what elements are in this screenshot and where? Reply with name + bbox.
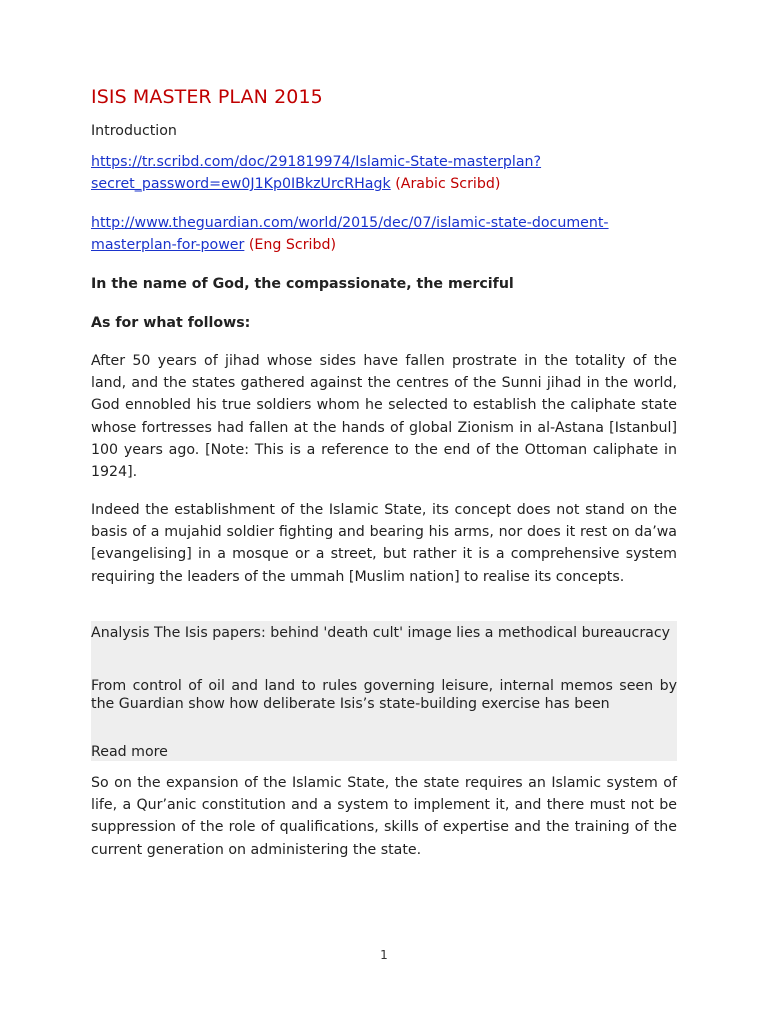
- read-more-link[interactable]: Read more: [91, 744, 168, 760]
- paragraph-expansion: So on the expansion of the Islamic State, the state requires an Islamic system of life, a Qur’anic constitution and a system to implement it, and there must not be suppression of the role of qualifications, skills of expertise and the training of the current generation on administering the state.: [91, 775, 677, 858]
- invocation-heading: In the name of God, the compassionate, the merciful: [91, 276, 514, 292]
- intro-label: Introduction: [91, 123, 177, 139]
- guardian-link-line1[interactable]: http://www.theguardian.com/world/2015/dec/07/islamic-state-document-: [91, 215, 609, 231]
- page-number: 1: [380, 948, 388, 962]
- analysis-summary: From control of oil and land to rules governing leisure, internal memos seen by the Guardian show how deliberate Isis’s state-building exercise has been: [91, 678, 677, 712]
- paragraph-establishment: Indeed the establishment of the Islamic State, its concept does not stand on the basis of a mujahid soldier fighting and bearing his arms, nor does it rest on da’wa [evangelising] in a mosque or a street, but rather it is a comprehensive system requiring the leaders of the ummah [Muslim nation] to realise its concepts.: [91, 502, 677, 585]
- link-block-arabic: [91, 151, 677, 195]
- scribd-link-note: (Arabic Scribd): [395, 176, 501, 192]
- follows-heading: As for what follows:: [91, 315, 251, 331]
- document-title: ISIS MASTER PLAN 2015: [91, 86, 323, 108]
- analysis-box: [91, 621, 677, 761]
- scribd-link-line2[interactable]: secret_password=ew0J1Kp0IBkzUrcRHagk: [91, 176, 391, 192]
- scribd-link-line1[interactable]: https://tr.scribd.com/doc/291819974/Islamic-State-masterplan?: [91, 154, 542, 170]
- link-block-english: [91, 212, 677, 256]
- guardian-link[interactable]: [91, 215, 609, 253]
- analysis-headline[interactable]: Analysis The Isis papers: behind 'death cult' image lies a methodical bureaucracy: [91, 625, 671, 641]
- paragraph-jihad: After 50 years of jihad whose sides have fallen prostrate in the totality of the land, and the states gathered against the centres of the Sunni jihad in the world, God ennobled his true soldiers whom he selected to establish the caliphate state whose fortresses had fallen at the hands of global Zionism in al-Astana [Istanbul] 100 years ago. [Note: This is a reference to the end of the Ottoman caliphate in 1924].: [91, 353, 677, 481]
- guardian-link-line2[interactable]: masterplan-for-power: [91, 237, 245, 253]
- guardian-link-note: (Eng Scribd): [248, 237, 337, 253]
